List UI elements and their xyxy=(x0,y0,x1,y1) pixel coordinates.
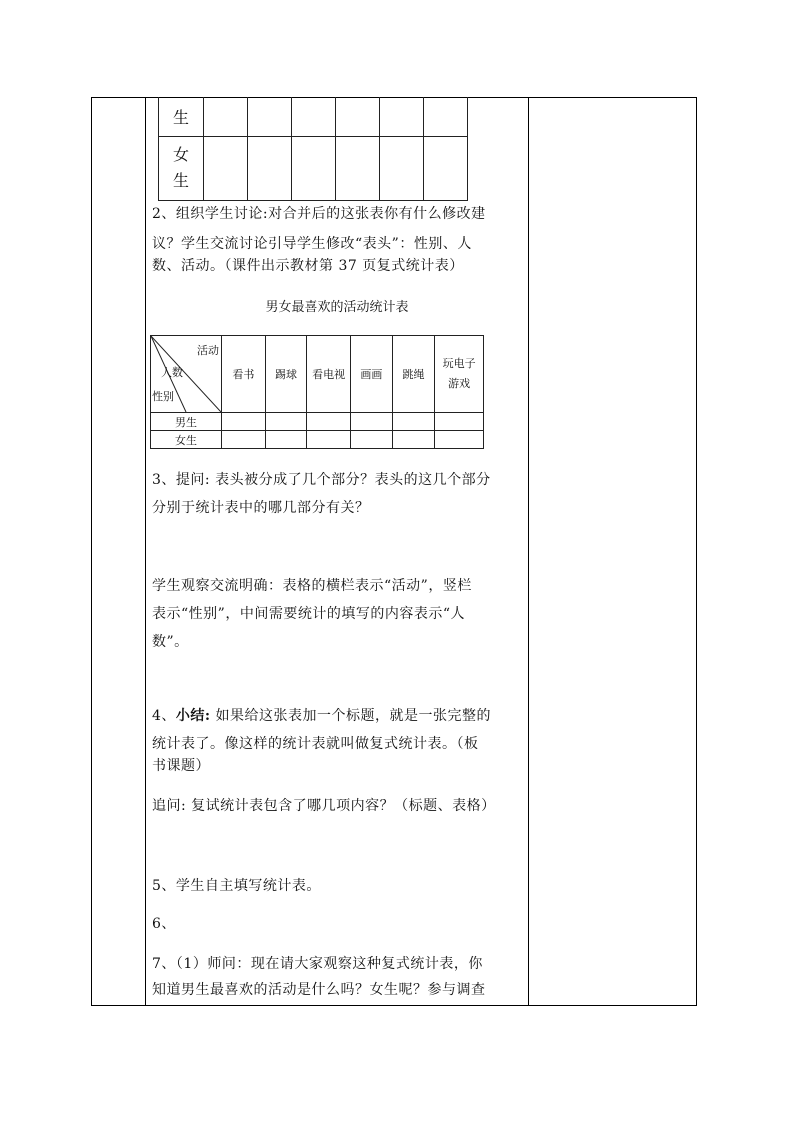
observation-line-1: 学生观察交流明确：表格的横栏表示“活动”，竖栏 xyxy=(152,578,472,594)
column-header-line-1: 玩电子 xyxy=(442,357,476,370)
table-cell xyxy=(265,413,307,431)
table-row-label xyxy=(159,97,204,136)
table-row-label xyxy=(159,136,204,200)
row-header: 女生 xyxy=(151,431,222,449)
paragraph-4-line-3: 书课题） xyxy=(152,758,210,774)
table-cell xyxy=(204,136,248,200)
row-label-boys: 生 xyxy=(172,107,189,127)
column-header: 跳绳 xyxy=(392,336,435,413)
paragraph-3-line-1: 3、提问: 表头被分成了几个部分？表头的这几个部分 xyxy=(152,472,491,488)
column-header: 画画 xyxy=(351,336,393,413)
paragraph-6: 6、 xyxy=(152,916,176,932)
table-cell xyxy=(392,413,435,431)
column-divider-right xyxy=(528,97,529,1006)
paragraph-2-line-3: 数、活动。（课件出示教材第 37 页复式统计表） xyxy=(152,258,464,274)
table-cell xyxy=(424,97,468,136)
row-label-girls-1: 女 xyxy=(172,145,189,164)
column-header: 看书 xyxy=(222,336,266,413)
column-header-line-2: 游戏 xyxy=(448,377,471,390)
column-divider-left xyxy=(145,97,146,1006)
table-cell xyxy=(222,413,266,431)
table-cell xyxy=(307,413,351,431)
table-cell xyxy=(307,431,351,449)
table-cell xyxy=(265,431,307,449)
column-header: 踢球 xyxy=(265,336,307,413)
paragraph-3-line-2: 分别于统计表中的哪几部分有关？ xyxy=(152,500,370,516)
table-cell xyxy=(292,136,336,200)
row-header: 男生 xyxy=(151,413,222,431)
paragraph-7-line-2: 知道男生最喜欢的活动是什么吗？女生呢？参与调查 xyxy=(152,982,486,998)
paragraph-4-number: 4、 xyxy=(152,708,176,724)
paragraph-7-line-1: 7、（1）师问：现在请大家观察这种复式统计表，你 xyxy=(152,956,483,972)
table-cell xyxy=(392,431,435,449)
table-cell xyxy=(380,136,424,200)
table-cell xyxy=(424,136,468,200)
table-cell xyxy=(204,97,248,136)
table-cell xyxy=(248,136,292,200)
observation-line-2: 表示“性别”，中间需要统计的填写的内容表示“人 xyxy=(152,606,465,622)
top-partial-table xyxy=(158,97,468,201)
followup-question: 追问: 复试统计表包含了哪几项内容？（标题、表格） xyxy=(152,798,496,814)
compound-stat-table xyxy=(150,335,484,449)
row-label-girls-2: 生 xyxy=(172,171,189,190)
table-cell xyxy=(351,413,393,431)
table-cell xyxy=(380,97,424,136)
table-cell xyxy=(292,97,336,136)
table-cell xyxy=(435,413,484,431)
header-activity: 活动 xyxy=(197,344,219,357)
paragraph-4-text: 如果给这张表加一个标题，就是一张完整的 xyxy=(210,708,492,724)
table-cell xyxy=(336,136,380,200)
paragraph-5: 5、学生自主填写统计表。 xyxy=(152,878,321,894)
table-cell xyxy=(248,97,292,136)
column-header: 看电视 xyxy=(307,336,351,413)
stat-table-title: 男女最喜欢的活动统计表 xyxy=(265,300,409,315)
header-gender: 性别 xyxy=(152,390,174,403)
table-header-corner xyxy=(151,336,222,413)
table-cell xyxy=(336,97,380,136)
paragraph-2-line-1: 2、组织学生讨论:对合并后的这张表你有什么修改建 xyxy=(152,206,486,222)
column-header xyxy=(435,336,484,413)
paragraph-4-line-2: 统计表了。像这样的统计表就叫做复式统计表。（板 xyxy=(152,736,479,752)
header-count: 人数 xyxy=(161,366,183,379)
table-cell xyxy=(435,431,484,449)
table-cell xyxy=(222,431,266,449)
summary-label: 小结: xyxy=(175,708,211,724)
paragraph-4-line-1 xyxy=(152,702,491,730)
observation-line-3: 数”。 xyxy=(152,634,189,650)
table-cell xyxy=(351,431,393,449)
paragraph-2-line-2: 议？学生交流讨论引导学生修改“表头”：性别、人 xyxy=(152,236,472,252)
